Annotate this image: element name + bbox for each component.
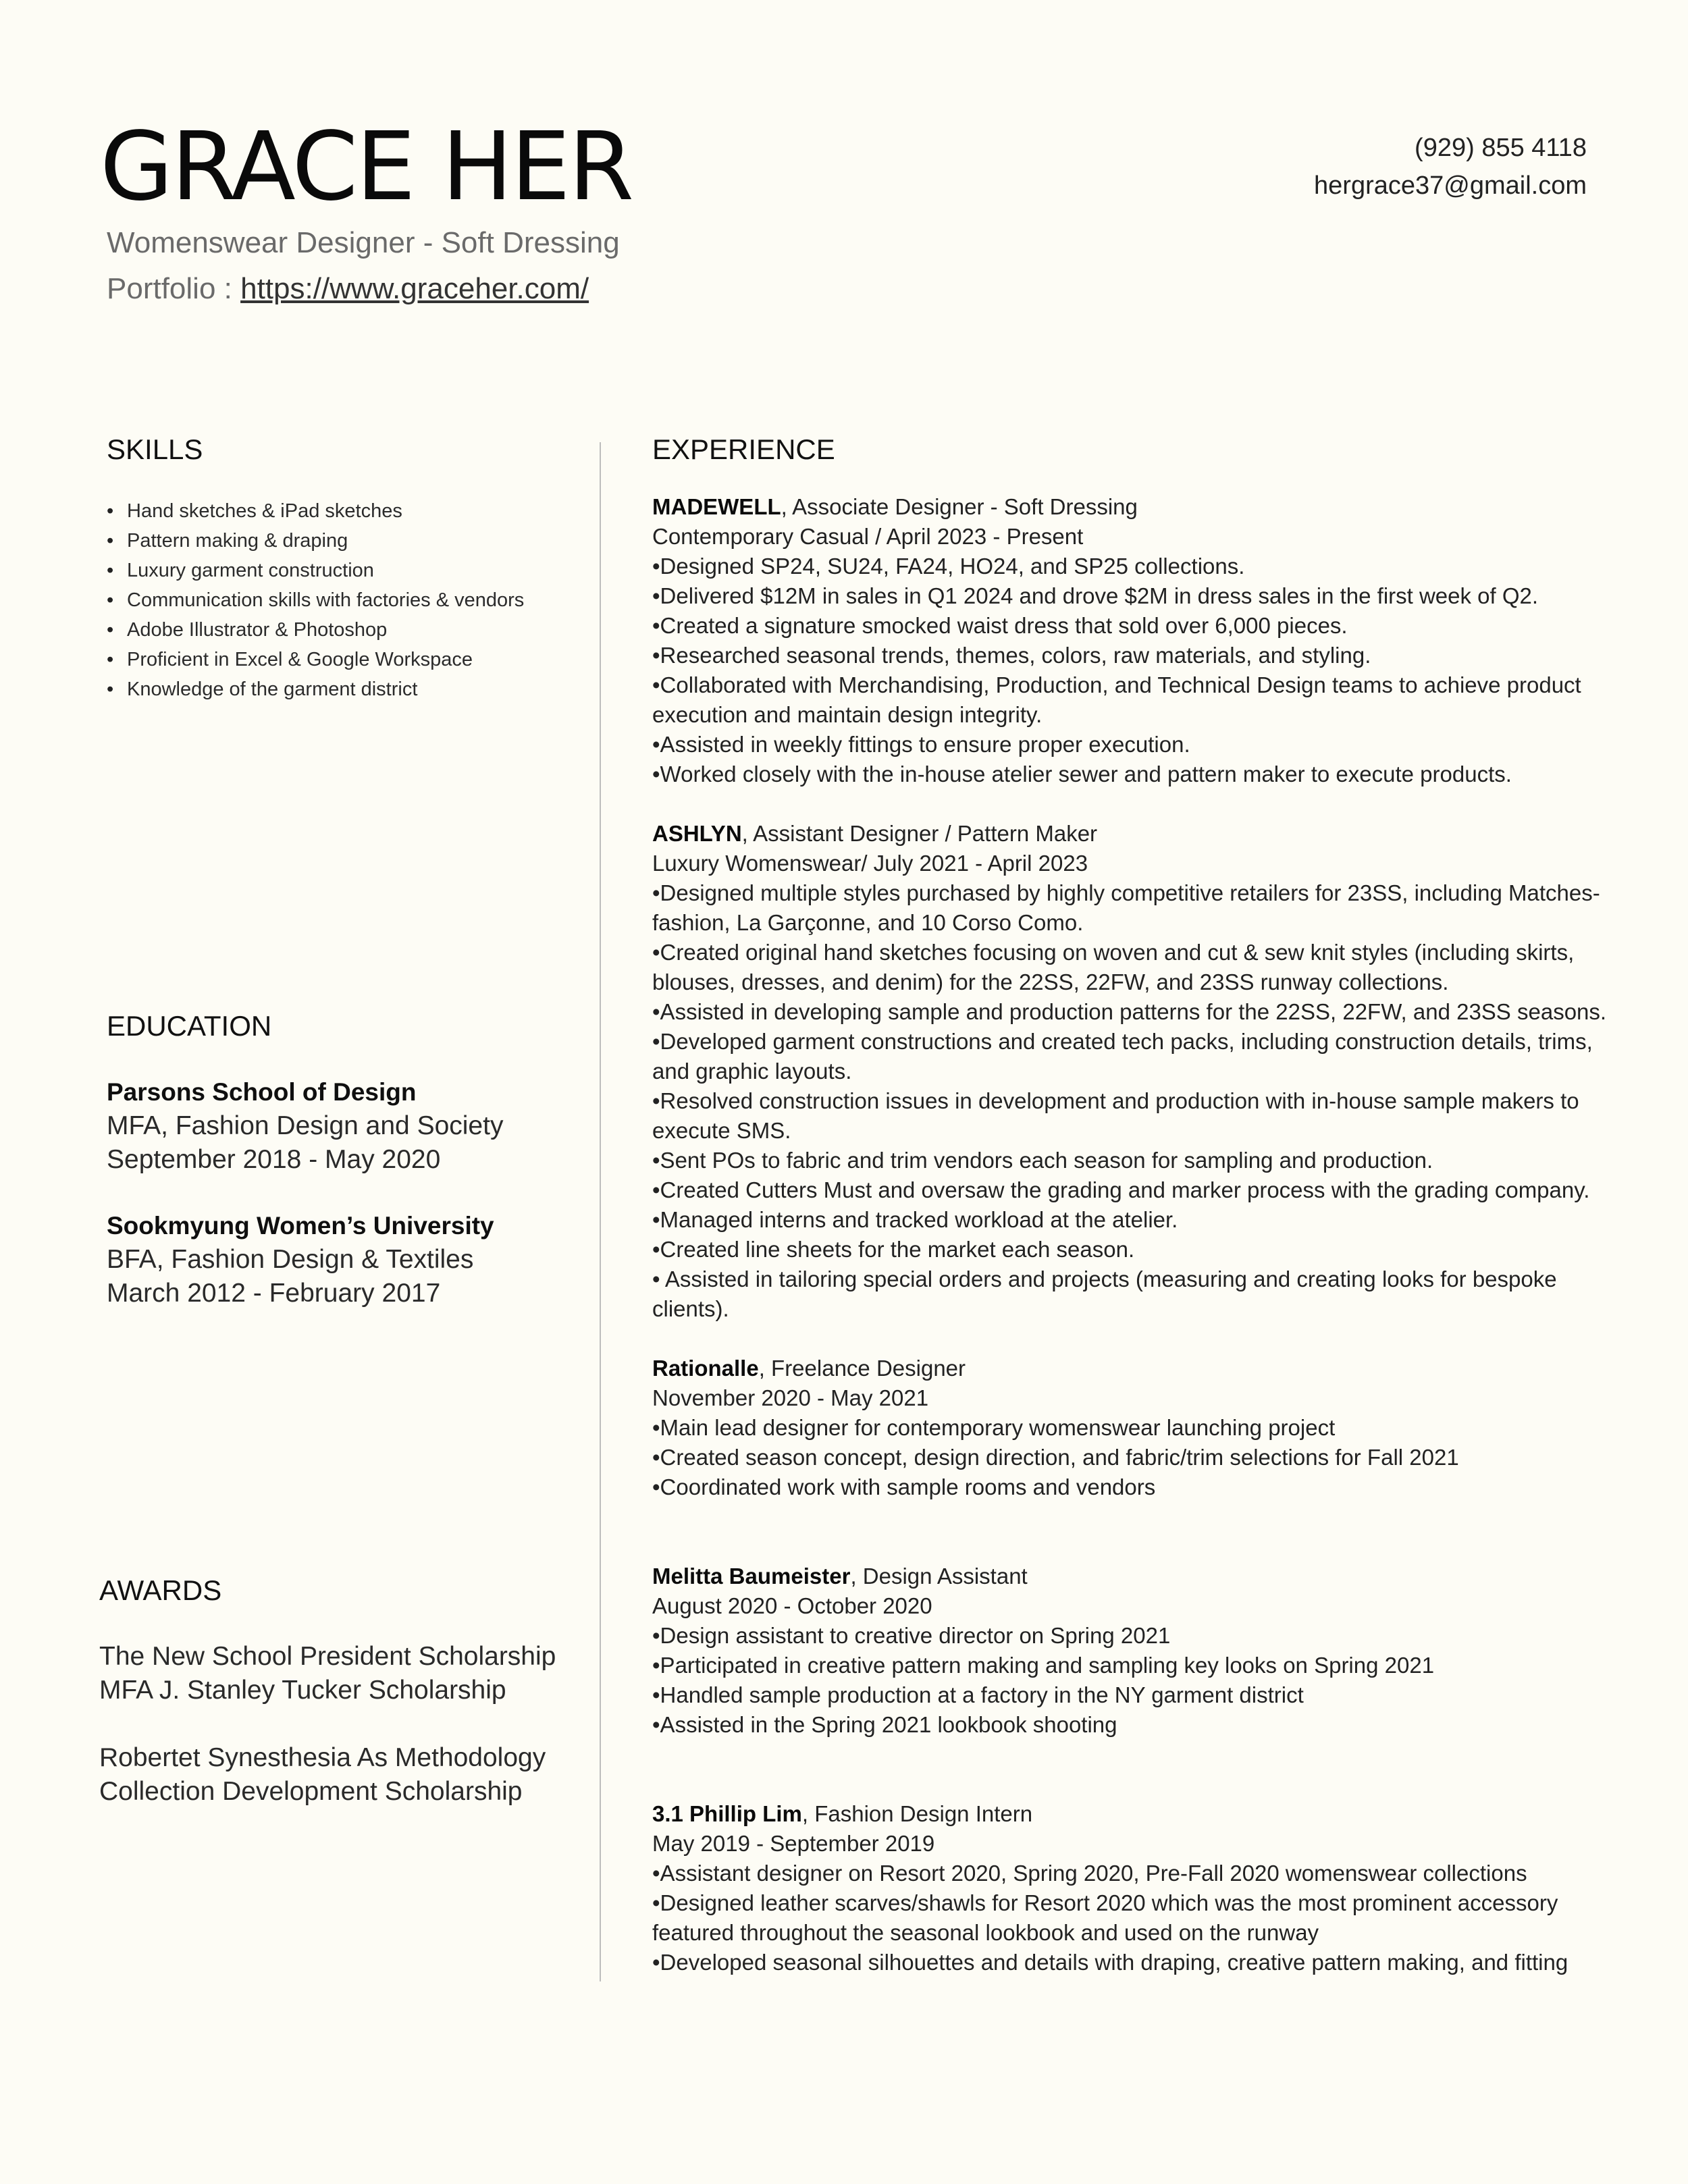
company-name: Melitta Baumeister <box>652 1564 851 1589</box>
job-bullet: •Assisted in weekly fittings to ensure proper execution. <box>652 732 1190 757</box>
awards-section <box>99 1576 556 1809</box>
job-entry-madewell <box>652 492 1611 789</box>
portfolio-line <box>107 271 589 307</box>
skill-item: • Knowledge of the garment district <box>107 674 524 704</box>
education-entry <box>107 1075 503 1177</box>
experience-section <box>652 435 1611 1977</box>
job-role-line <box>652 819 1611 849</box>
job-entry-ashlyn <box>652 819 1611 1324</box>
company-name: MADEWELL <box>652 494 781 519</box>
job-bullet: •Delivered $12M in sales in Q1 2024 and drove $2M in dress sales in the first week of Q2. <box>652 583 1539 608</box>
degree: MFA, Fashion Design and Society <box>107 1111 504 1140</box>
job-title: , Fashion Design Intern <box>801 1801 1033 1826</box>
award-group <box>99 1741 556 1809</box>
job-entry-melitta-baumeister <box>652 1562 1611 1740</box>
skills-list <box>107 496 524 704</box>
portfolio-link[interactable]: https://www.graceher.com/ <box>240 272 589 305</box>
job-title: , Design Assistant <box>850 1564 1028 1589</box>
job-title: , Freelance Designer <box>758 1356 966 1381</box>
job-subline: August 2020 - October 2020 <box>652 1593 932 1618</box>
company-name: ASHLYN <box>652 821 742 846</box>
job-bullet: • Assisted in tailoring special orders and projects (measuring and creating looks for bespoke clients). <box>652 1267 1557 1321</box>
job-bullet: •Created Cutters Must and oversaw the grading and marker process with the grading company. <box>652 1177 1590 1202</box>
job-role-line <box>652 492 1611 522</box>
job-bullet: •Created line sheets for the market each season. <box>652 1237 1135 1262</box>
school-name: Parsons School of Design <box>107 1078 417 1106</box>
education-dates: September 2018 - May 2020 <box>107 1145 441 1174</box>
column-divider <box>600 442 601 1981</box>
job-title: , Associate Designer - Soft Dressing <box>781 494 1138 519</box>
job-bullet: •Handled sample production at a factory in the NY garment district <box>652 1682 1304 1707</box>
experience-heading: EXPERIENCE <box>652 433 835 465</box>
job-bullet: •Developed seasonal silhouettes and details with draping, creative pattern making, and fitting <box>652 1950 1568 1975</box>
job-subline: May 2019 - September 2019 <box>652 1831 935 1856</box>
job-bullet: •Designed leather scarves/shawls for Resort 2020 which was the most prominent accessory featured throughout the seasonal lookbook and used on the runway <box>652 1890 1558 1945</box>
skills-heading: SKILLS <box>107 433 203 465</box>
job-title: , Assistant Designer / Pattern Maker <box>741 821 1098 846</box>
award-group <box>99 1640 556 1707</box>
education-heading: EDUCATION <box>107 1010 272 1042</box>
education-dates: March 2012 - February 2017 <box>107 1279 441 1308</box>
degree: BFA, Fashion Design & Textiles <box>107 1245 474 1274</box>
job-subline: November 2020 - May 2021 <box>652 1385 929 1410</box>
job-bullet: •Created season concept, design direction, and fabric/trim selections for Fall 2021 <box>652 1445 1459 1470</box>
job-bullet: •Collaborated with Merchandising, Production, and Technical Design teams to achieve product execution and maintain design integrity. <box>652 672 1581 727</box>
candidate-name: GRACE HER <box>100 112 633 222</box>
awards-heading: AWARDS <box>99 1574 222 1606</box>
job-bullet: •Created original hand sketches focusing on woven and cut & sew knit styles (including skirts, blouses, dresses, and denim) for the 22SS, 22FW, and 23SS runway collections. <box>652 940 1575 994</box>
job-bullet: •Developed garment constructions and created tech packs, including construction details, trims, and graphic layouts. <box>652 1029 1593 1084</box>
job-bullet: •Coordinated work with sample rooms and vendors <box>652 1474 1156 1499</box>
job-role-line <box>652 1799 1611 1829</box>
education-section <box>107 1012 503 1310</box>
award-item: The New School President Scholarship <box>99 1642 556 1671</box>
job-bullet: •Designed SP24, SU24, FA24, HO24, and SP25 collections. <box>652 554 1245 579</box>
skills-section <box>107 435 524 704</box>
phone-number: (929) 855 4118 <box>1415 134 1587 162</box>
job-bullet: •Researched seasonal trends, themes, colors, raw materials, and styling. <box>652 643 1371 668</box>
company-name: Rationalle <box>652 1356 759 1381</box>
skill-item: • Pattern making & draping <box>107 526 524 556</box>
skill-item: • Adobe Illustrator & Photoshop <box>107 615 524 645</box>
job-subline: Luxury Womenswear/ July 2021 - April 2023 <box>652 851 1088 876</box>
job-role-line <box>652 1354 1611 1383</box>
job-entry-phillip-lim <box>652 1799 1611 1977</box>
job-bullet: •Worked closely with the in-house atelier sewer and pattern maker to execute products. <box>652 762 1512 787</box>
job-title: Womenswear Designer - Soft Dressing <box>107 226 620 259</box>
email-address: hergrace37@gmail.com <box>1314 171 1587 200</box>
job-bullet: •Main lead designer for contemporary womenswear launching project <box>652 1415 1336 1440</box>
company-name: 3.1 Phillip Lim <box>652 1801 802 1826</box>
portfolio-label: Portfolio : <box>107 272 241 305</box>
skill-item: • Hand sketches & iPad sketches <box>107 496 524 526</box>
job-bullet: •Designed multiple styles purchased by highly competitive retailers for 23SS, including Matches-fashion, La Garçonne, and 10 Corso Como. <box>652 880 1600 935</box>
job-bullet: •Assistant designer on Resort 2020, Spring 2020, Pre-Fall 2020 womenswear collections <box>652 1861 1527 1886</box>
skill-item: • Communication skills with factories & vendors <box>107 585 524 615</box>
education-entry <box>107 1209 503 1310</box>
award-item: MFA J. Stanley Tucker Scholarship <box>99 1676 506 1705</box>
job-subline: Contemporary Casual / April 2023 - Present <box>652 524 1084 549</box>
job-bullet: •Created a signature smocked waist dress that sold over 6,000 pieces. <box>652 613 1348 638</box>
job-bullet: •Sent POs to fabric and trim vendors each season for sampling and production. <box>652 1148 1433 1173</box>
job-bullet: •Assisted in the Spring 2021 lookbook shooting <box>652 1712 1117 1737</box>
award-item: Robertet Synesthesia As Methodology <box>99 1743 546 1772</box>
school-name: Sookmyung Women’s University <box>107 1212 494 1240</box>
job-bullet: •Managed interns and tracked workload at the atelier. <box>652 1207 1178 1232</box>
job-bullet: •Participated in creative pattern making and sampling key looks on Spring 2021 <box>652 1653 1435 1678</box>
award-item: Collection Development Scholarship <box>99 1777 523 1806</box>
skill-item: • Proficient in Excel & Google Workspace <box>107 645 524 674</box>
job-role-line <box>652 1562 1611 1591</box>
skill-item: • Luxury garment construction <box>107 556 524 585</box>
job-entry-rationalle <box>652 1354 1611 1502</box>
job-bullet: •Design assistant to creative director on Spring 2021 <box>652 1623 1171 1648</box>
job-bullet: •Assisted in developing sample and production patterns for the 22SS, 22FW, and 23SS seasons. <box>652 999 1607 1024</box>
job-bullet: •Resolved construction issues in development and production with in-house sample makers to execute SMS. <box>652 1088 1579 1143</box>
